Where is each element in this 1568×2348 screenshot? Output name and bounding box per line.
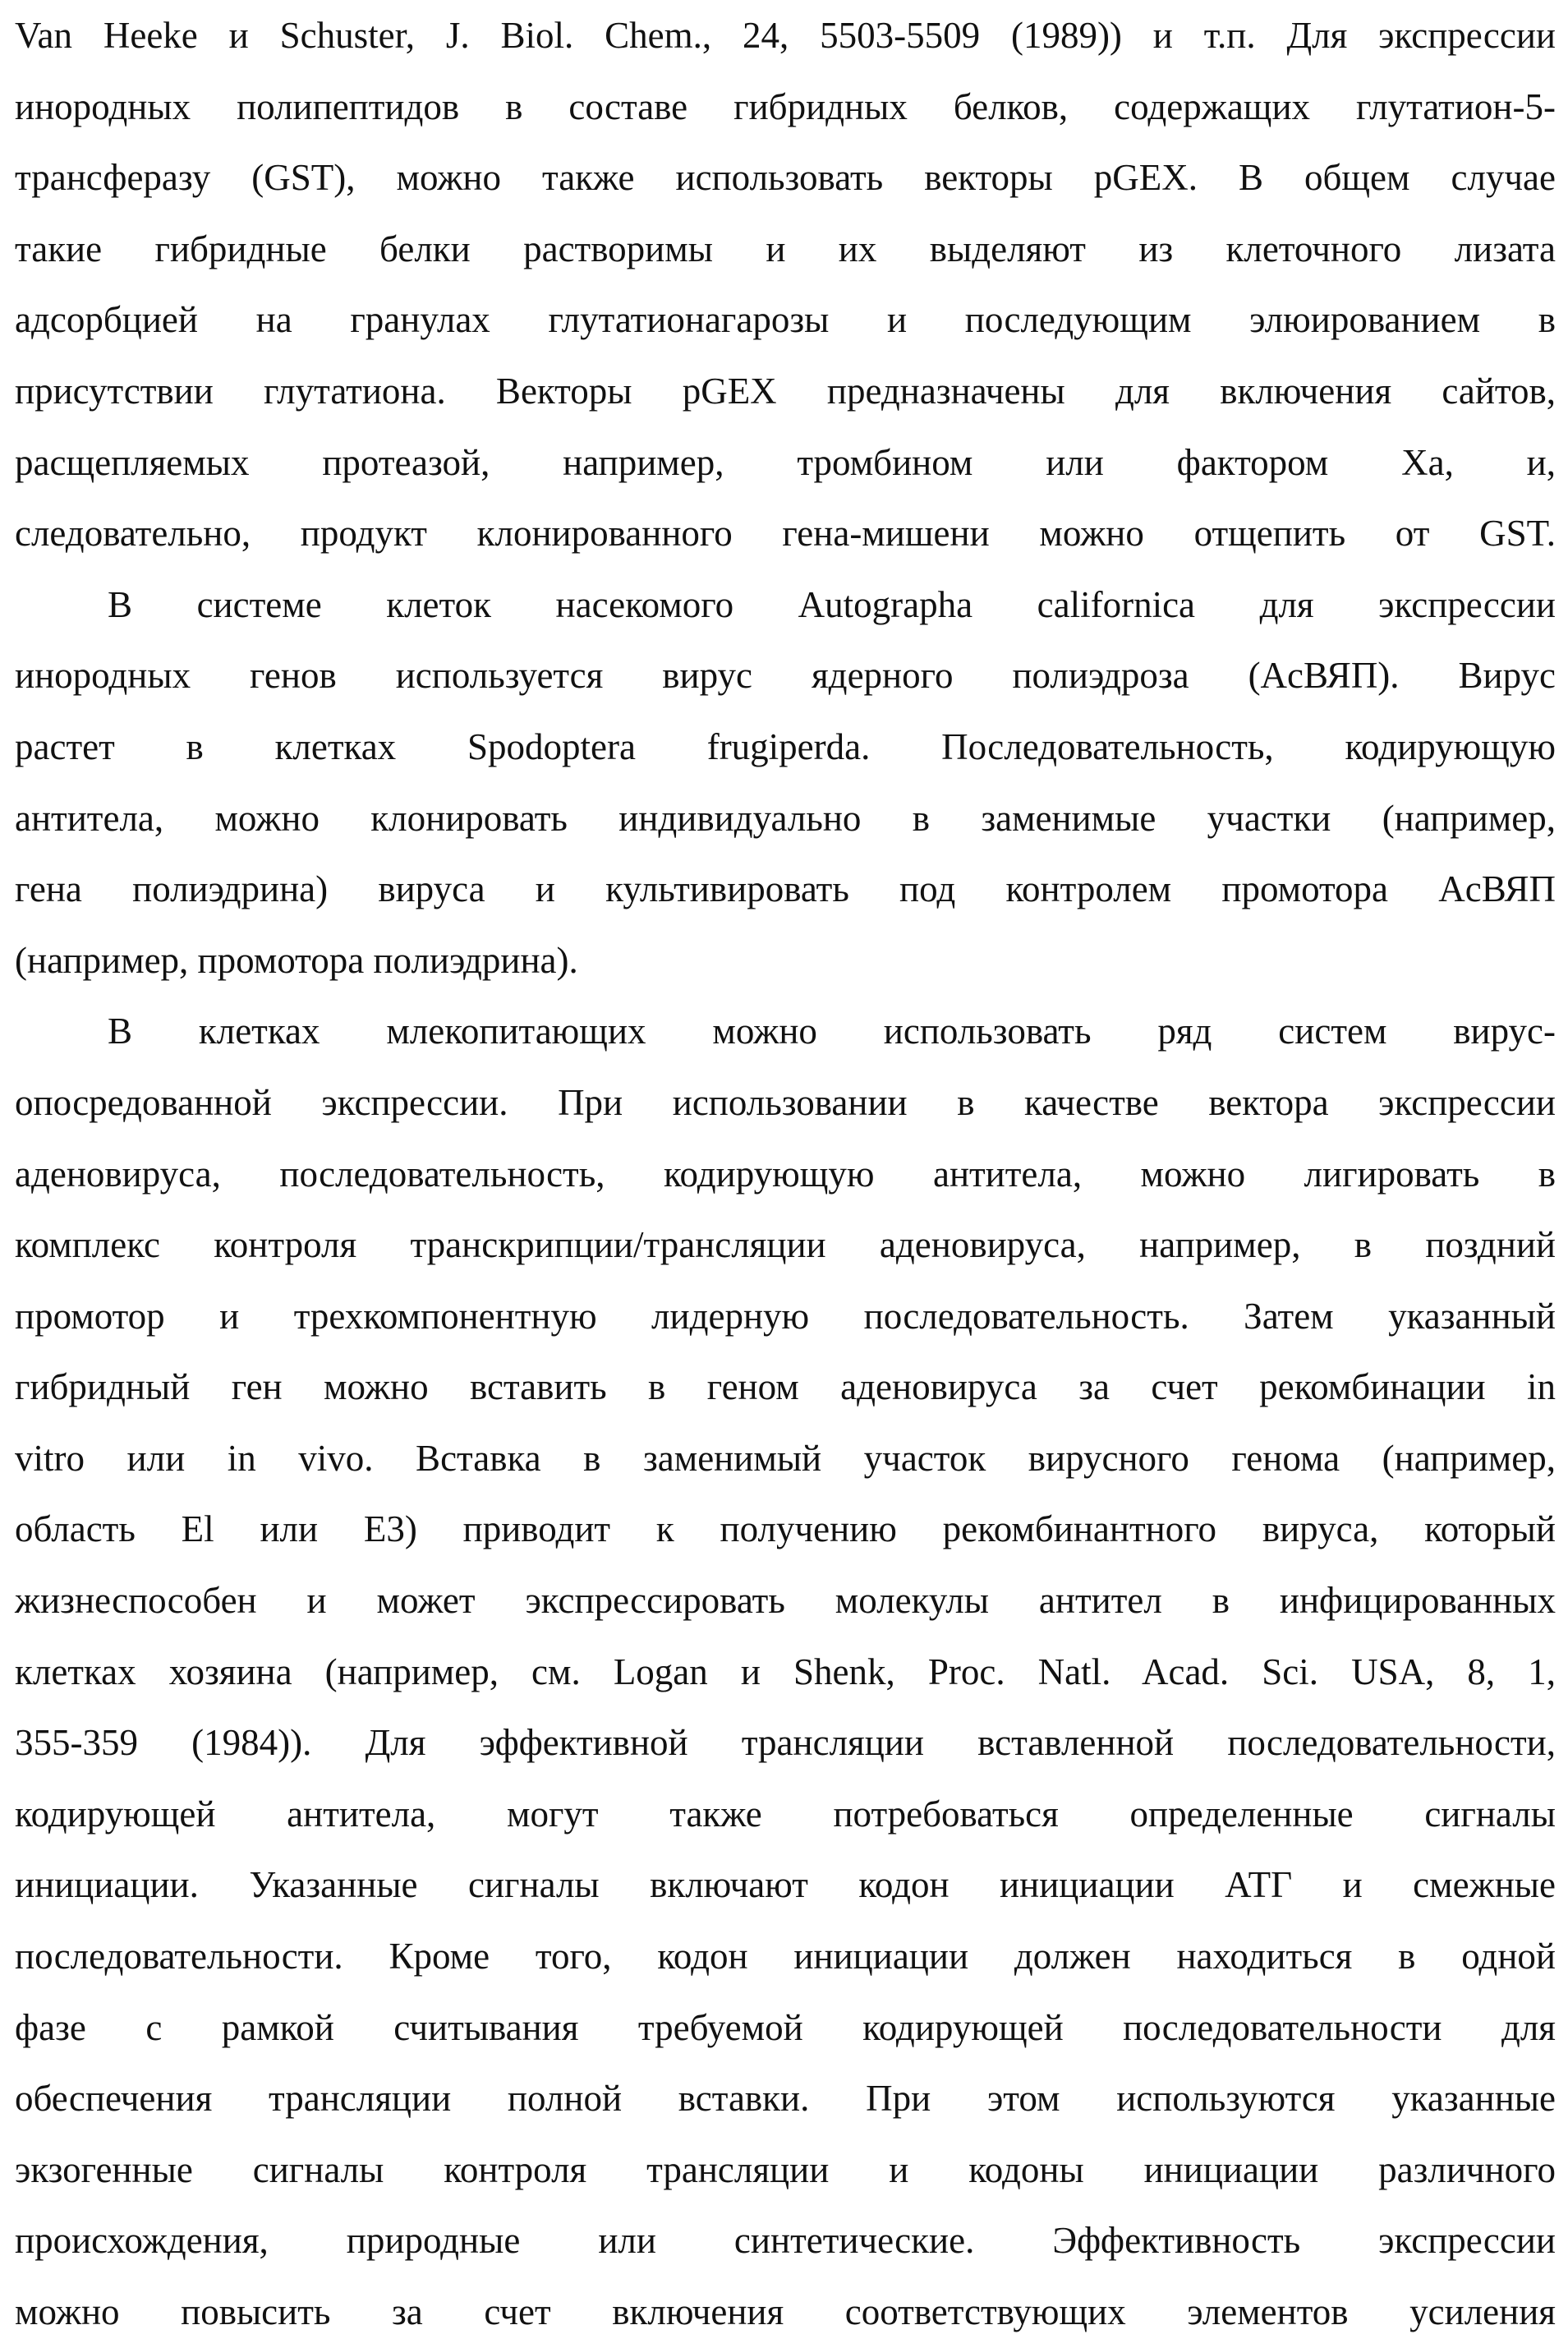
text-line: промотор и трехкомпонентную лидерную последовательность. Затем указанный xyxy=(15,1281,1556,1352)
text-line: можно повысить за счет включения соответствующих элементов усиления xyxy=(15,2277,1556,2348)
document-page xyxy=(15,0,1556,2348)
text-line: экзогенные сигналы контроля трансляции и кодоны инициации различного xyxy=(15,2134,1556,2206)
text-line: растет в клетках Spodoptera frugiperda. Последовательность, кодирующую xyxy=(15,711,1556,783)
text-line: Van Heeke и Schuster, J. Biol. Chem., 24, 5503-5509 (1989)) и т.п. Для экспрессии xyxy=(15,0,1556,71)
text-line: последовательности. Кроме того, кодон инициации должен находиться в одной xyxy=(15,1921,1556,1992)
text-line: жизнеспособен и может экспрессировать молекулы антител в инфицированных xyxy=(15,1565,1556,1637)
text-line: 355-359 (1984)). Для эффективной трансляции вставленной последовательности, xyxy=(15,1707,1556,1779)
text-line: аденовируса, последовательность, кодирующую антитела, можно лигировать в xyxy=(15,1139,1556,1210)
text-line: инородных полипептидов в составе гибридных белков, содержащих глутатион-5- xyxy=(15,71,1556,143)
text-line: кодирующей антитела, могут также потребоваться определенные сигналы xyxy=(15,1779,1556,1850)
text-line: опосредованной экспрессии. При использовании в качестве вектора экспрессии xyxy=(15,1067,1556,1139)
text-line: клетках хозяина (например, см. Logan и Shenk, Proc. Natl. Acad. Sci. USA, 8, 1, xyxy=(15,1637,1556,1708)
text-line: комплекс контроля транскрипции/трансляции аденовируса, например, в поздний xyxy=(15,1209,1556,1281)
text-line: инициации. Указанные сигналы включают кодон инициации АТГ и смежные xyxy=(15,1849,1556,1921)
text-line: адсорбцией на гранулах глутатионагарозы и последующим элюированием в xyxy=(15,284,1556,356)
text-line: трансферазу (GST), можно также использовать векторы pGEX. В общем случае xyxy=(15,142,1556,214)
text-line: обеспечения трансляции полной вставки. При этом используются указанные xyxy=(15,2063,1556,2134)
text-line: область El или E3) приводит к получению рекомбинантного вируса, который xyxy=(15,1494,1556,1565)
text-line: присутствии глутатиона. Векторы pGEX предназначены для включения сайтов, xyxy=(15,356,1556,427)
text-line: такие гибридные белки растворимы и их выделяют из клеточного лизата xyxy=(15,214,1556,285)
text-line: происхождения, природные или синтетические. Эффективность экспрессии xyxy=(15,2205,1556,2277)
text-line: vitro или in vivo. Вставка в заменимый участок вирусного генома (например, xyxy=(15,1423,1556,1494)
text-line: В клетках млекопитающих можно использовать ряд систем вирус- xyxy=(15,996,1556,1067)
text-line: (например, промотора полиэдрина). xyxy=(15,925,1556,997)
text-line: гена полиэдрина) вируса и культивировать под контролем промотора AcВЯП xyxy=(15,854,1556,925)
text-line: антитела, можно клонировать индивидуально в заменимые участки (например, xyxy=(15,783,1556,854)
text-line: фазе с рамкой считывания требуемой кодирующей последовательности для xyxy=(15,1992,1556,2064)
text-line: В системе клеток насекомого Autographa californica для экспрессии xyxy=(15,569,1556,641)
text-line: гибридный ген можно вставить в геном аденовируса за счет рекомбинации in xyxy=(15,1351,1556,1423)
text-line: расщепляемых протеазой, например, тромбином или фактором Ха, и, xyxy=(15,427,1556,499)
text-line: следовательно, продукт клонированного гена-мишени можно отщепить от GST. xyxy=(15,498,1556,569)
text-line: инородных генов используется вирус ядерного полиэдроза (AcВЯП). Вирус xyxy=(15,640,1556,711)
